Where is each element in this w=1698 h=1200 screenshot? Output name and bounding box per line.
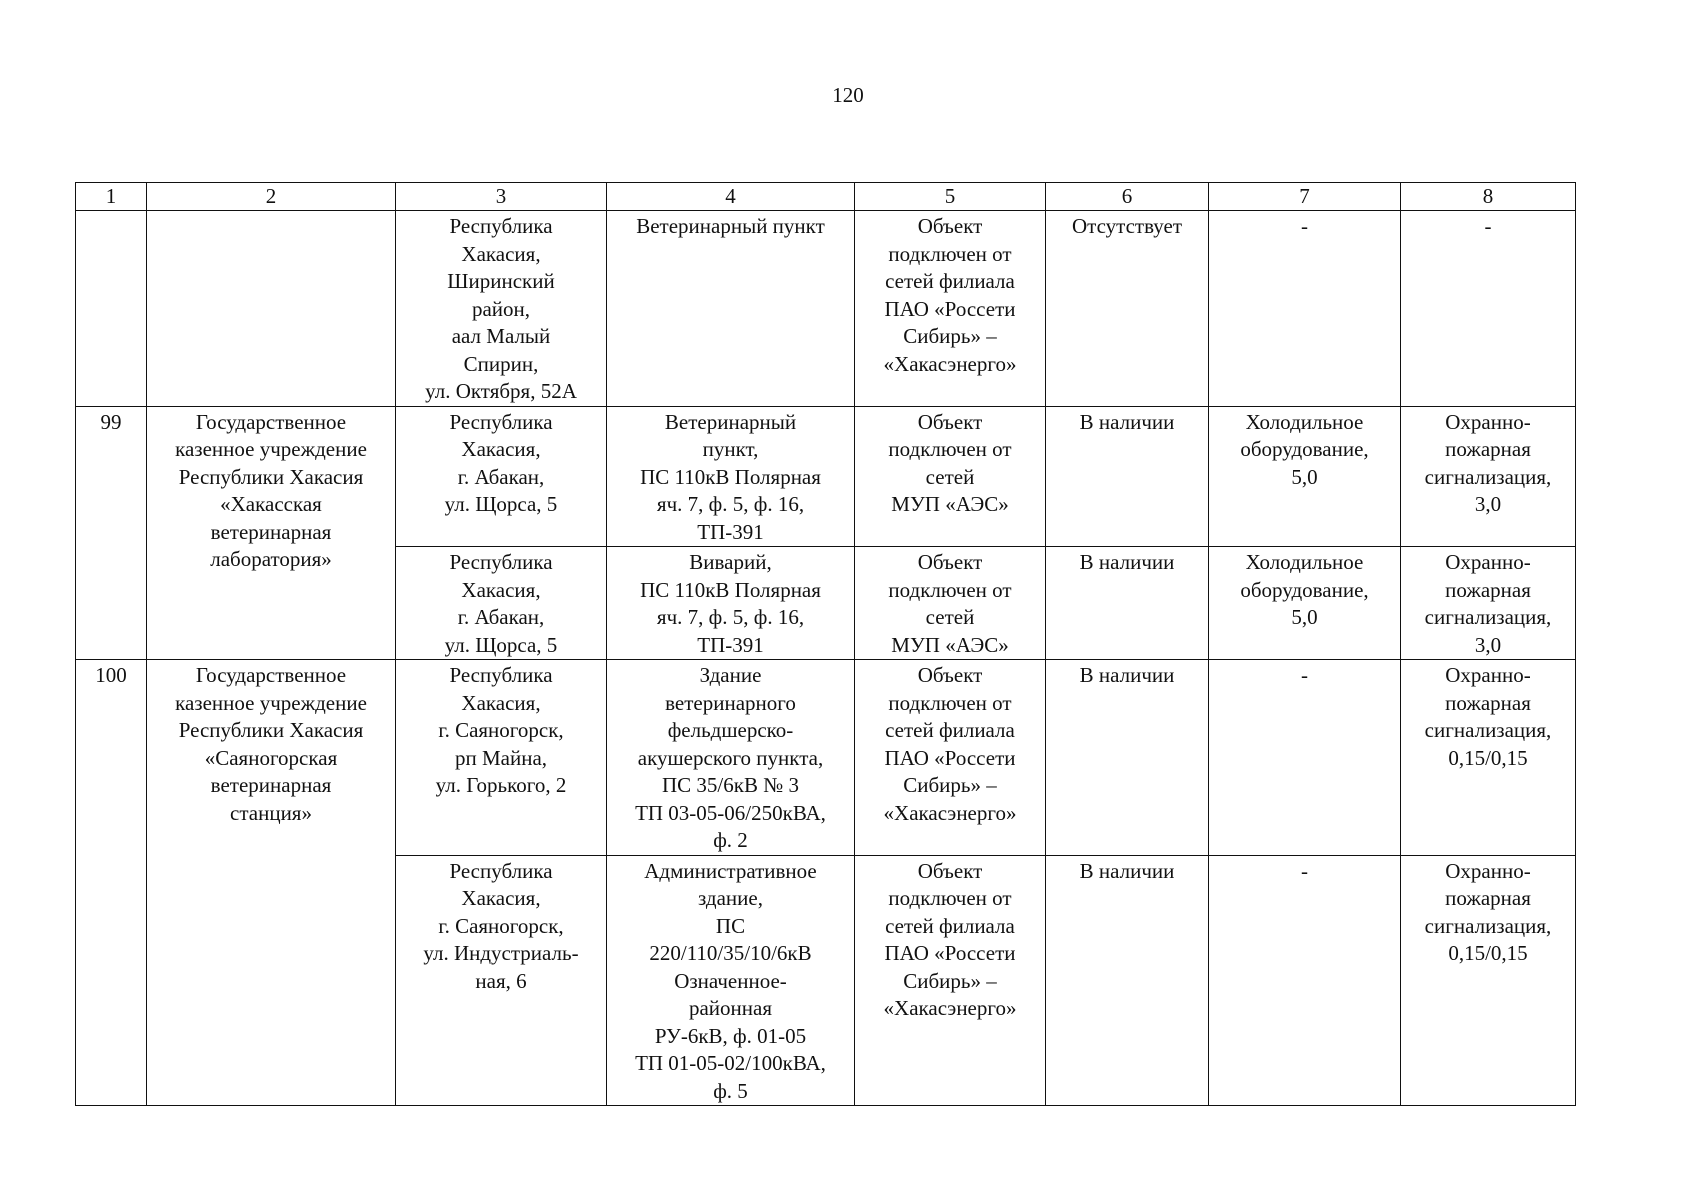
equipment-cell: - [1209, 660, 1401, 856]
reserve-cell: В наличии [1046, 660, 1209, 856]
row-number-cell: 100 [76, 660, 147, 1106]
reserve-cell: В наличии [1046, 406, 1209, 547]
reserve-cell: Отсутствует [1046, 211, 1209, 407]
connection-cell: Объект подключен от сетей филиала ПАО «Россети Сибирь» – «Хакасэнерго» [855, 211, 1046, 407]
equipment-cell: Холодильное оборудование, 5,0 [1209, 406, 1401, 547]
row-number-cell [76, 211, 147, 407]
equipment-cell: - [1209, 855, 1401, 1106]
address-cell: Республика Хакасия, г. Абакан, ул. Щорса, 5 [396, 406, 607, 547]
table-row [76, 211, 1576, 407]
connection-cell: Объект подключен от сетей филиала ПАО «Россети Сибирь» – «Хакасэнерго» [855, 855, 1046, 1106]
page-number-text: 120 [832, 83, 864, 107]
table-row [76, 660, 1576, 856]
alarm-cell: Охранно- пожарная сигнализация, 3,0 [1401, 547, 1576, 660]
column-header-4: 4 [607, 183, 855, 211]
object-cell: Ветеринарный пункт [607, 211, 855, 407]
object-cell: Ветеринарный пункт, ПС 110кВ Полярная яч. 7, ф. 5, ф. 16, ТП-391 [607, 406, 855, 547]
institution-cell: Государственное казенное учреждение Республики Хакасия «Саяногорская ветеринарная станция» [147, 660, 396, 1106]
address-cell: Республика Хакасия, г. Абакан, ул. Щорса, 5 [396, 547, 607, 660]
reserve-cell: В наличии [1046, 855, 1209, 1106]
equipment-cell: - [1209, 211, 1401, 407]
register-table [75, 182, 1576, 1106]
alarm-cell: - [1401, 211, 1576, 407]
address-cell: Республика Хакасия, г. Саяногорск, ул. Индустриаль- ная, 6 [396, 855, 607, 1106]
address-cell: Республика Хакасия, г. Саяногорск, рп Майна, ул. Горького, 2 [396, 660, 607, 856]
column-header-1: 1 [76, 183, 147, 211]
institution-cell [147, 211, 396, 407]
equipment-cell: Холодильное оборудование, 5,0 [1209, 547, 1401, 660]
object-cell: Здание ветеринарного фельдшерско- акушерского пункта, ПС 35/6кВ № 3 ТП 03-05-06/250кВА, ф. 2 [607, 660, 855, 856]
column-header-6: 6 [1046, 183, 1209, 211]
row-number-cell: 99 [76, 406, 147, 660]
column-header-2: 2 [147, 183, 396, 211]
column-header-3: 3 [396, 183, 607, 211]
header-row [76, 183, 1576, 211]
connection-cell: Объект подключен от сетей МУП «АЭС» [855, 547, 1046, 660]
alarm-cell: Охранно- пожарная сигнализация, 0,15/0,15 [1401, 660, 1576, 856]
alarm-cell: Охранно- пожарная сигнализация, 3,0 [1401, 406, 1576, 547]
connection-cell: Объект подключен от сетей филиала ПАО «Россети Сибирь» – «Хакасэнерго» [855, 660, 1046, 856]
table-row [76, 406, 1576, 547]
page-number [0, 83, 1698, 108]
object-cell: Административное здание, ПС 220/110/35/10/6кВ Означенное- районная РУ-6кВ, ф. 01-05 ТП 01-05-02/100кВА, ф. 5 [607, 855, 855, 1106]
alarm-cell: Охранно- пожарная сигнализация, 0,15/0,15 [1401, 855, 1576, 1106]
column-header-8: 8 [1401, 183, 1576, 211]
connection-cell: Объект подключен от сетей МУП «АЭС» [855, 406, 1046, 547]
reserve-cell: В наличии [1046, 547, 1209, 660]
object-cell: Виварий, ПС 110кВ Полярная яч. 7, ф. 5, ф. 16, ТП-391 [607, 547, 855, 660]
column-header-5: 5 [855, 183, 1046, 211]
institution-cell: Государственное казенное учреждение Республики Хакасия «Хакасская ветеринарная лаборатория» [147, 406, 396, 660]
column-header-7: 7 [1209, 183, 1401, 211]
address-cell: Республика Хакасия, Ширинский район, аал Малый Спирин, ул. Октября, 52А [396, 211, 607, 407]
